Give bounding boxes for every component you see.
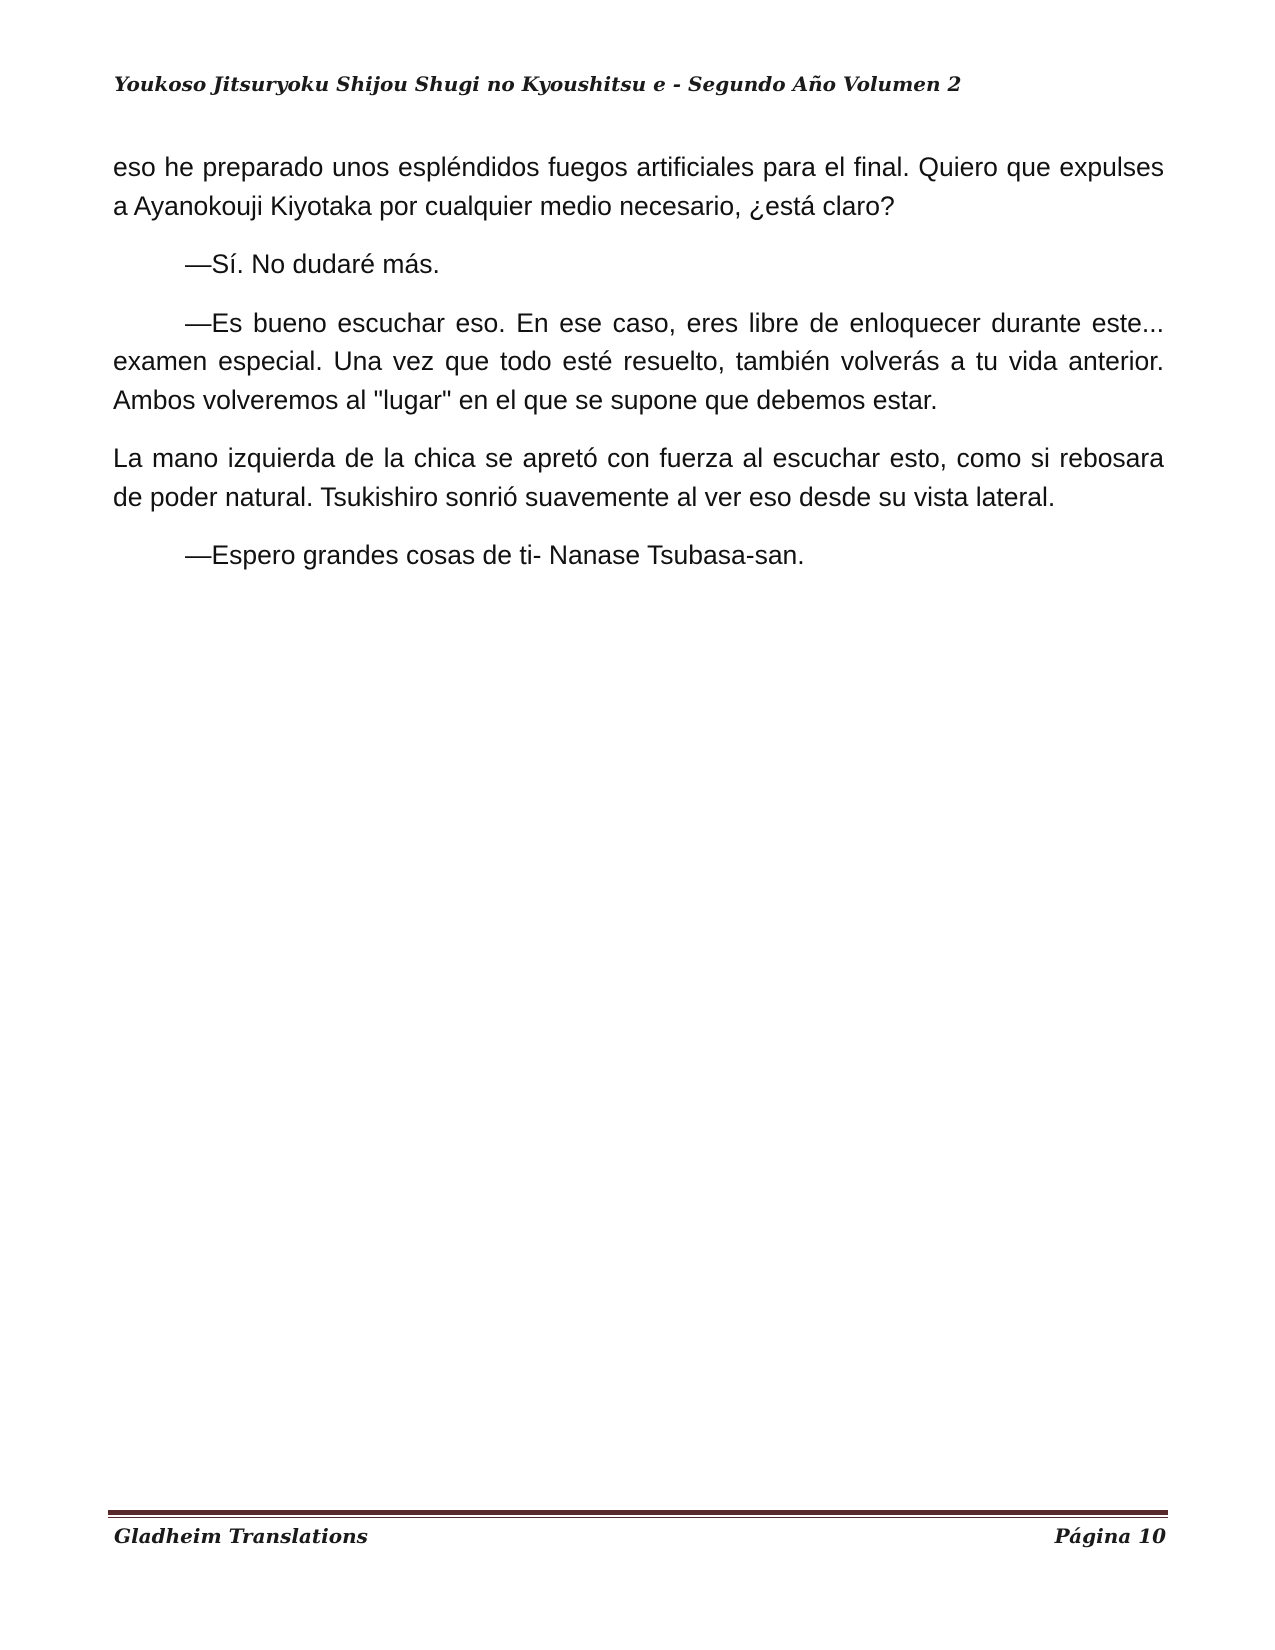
dialogue-paragraph: —Es bueno escuchar eso. En ese caso, eres libre de enloquecer durante este... examen especial. Una vez que todo esté resuelto, también volverás a tu vida anterior. Ambos volveremos al "lugar" en el que se supone que debemos estar. — [113, 307, 1164, 415]
footer-divider — [108, 1510, 1168, 1519]
running-header: Youkoso Jitsuryoku Shijou Shugi no Kyoushitsu e - Segundo Año Volumen 2 — [114, 72, 962, 96]
paragraph: La mano izquierda de la chica se apretó con fuerza al escuchar esto, como si rebosara de poder natural. Tsukishiro sonrió suavemente al ver eso desde su vista lateral. — [113, 443, 1164, 512]
page-number: Página 10 — [1054, 1524, 1166, 1548]
footer-divider-thin — [108, 1517, 1168, 1518]
footer-publisher: Gladheim Translations — [114, 1524, 368, 1548]
dialogue-paragraph: —Espero grandes cosas de ti- Nanase Tsubasa-san. — [185, 540, 805, 570]
dialogue-paragraph: —Sí. No dudaré más. — [185, 249, 440, 279]
footer-divider-thick — [108, 1510, 1168, 1515]
paragraph: eso he preparado unos espléndidos fuegos artificiales para el final. Quiero que expulses a Ayanokouji Kiyotaka por cualquier medio necesario, ¿está claro? — [113, 152, 1164, 221]
page-footer — [114, 1524, 1166, 1548]
page-body — [113, 148, 1164, 595]
